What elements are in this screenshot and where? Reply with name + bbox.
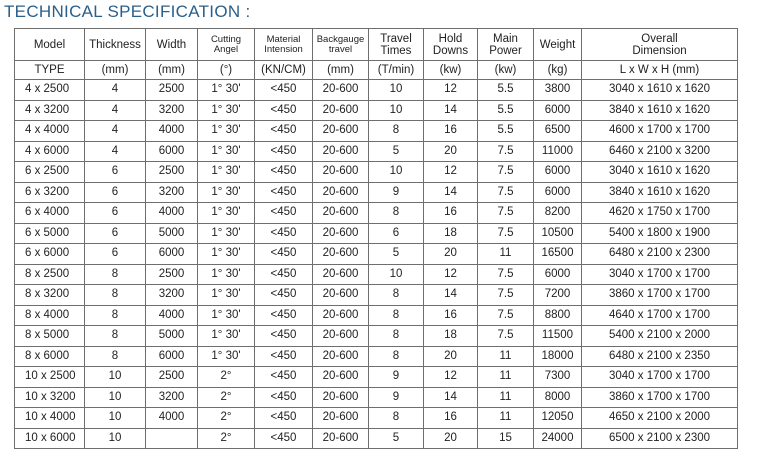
cell-width: 5000 [146, 223, 198, 244]
cell-travel-times: 5 [369, 141, 424, 162]
cell-main-power: 7.5 [478, 203, 534, 224]
cell-main-power: 5.5 [478, 80, 534, 101]
table-row [15, 285, 738, 306]
cell-model: 4 x 3200 [15, 100, 85, 121]
cell-width: 3200 [146, 182, 198, 203]
cell-weight: 11500 [534, 326, 582, 347]
cell-hold-downs: 16 [424, 305, 478, 326]
cell-hold-downs: 16 [424, 121, 478, 142]
cell-weight: 24000 [534, 428, 582, 449]
unit-cell: (mm) [313, 61, 369, 80]
unit-cell: (kw) [478, 61, 534, 80]
unit-cell: (T/min) [369, 61, 424, 80]
cell-travel-times: 5 [369, 244, 424, 265]
cell-material-intension: <450 [255, 244, 313, 265]
cell-model: 8 x 5000 [15, 326, 85, 347]
cell-thickness: 4 [85, 121, 146, 142]
cell-width [146, 428, 198, 449]
cell-overall-dimension: 3040 x 1610 x 1620 [582, 80, 738, 101]
cell-cutting-angel: 1° 30' [198, 121, 255, 142]
unit-cell: (mm) [85, 61, 146, 80]
cell-overall-dimension: 6500 x 2100 x 2300 [582, 428, 738, 449]
cell-thickness: 6 [85, 203, 146, 224]
header-width: Width [146, 29, 198, 61]
table-row [15, 408, 738, 429]
cell-weight: 6500 [534, 121, 582, 142]
cell-material-intension: <450 [255, 387, 313, 408]
cell-thickness: 8 [85, 346, 146, 367]
table-row [15, 223, 738, 244]
cell-main-power: 5.5 [478, 100, 534, 121]
cell-thickness: 8 [85, 264, 146, 285]
cell-width: 6000 [146, 244, 198, 265]
cell-weight: 8200 [534, 203, 582, 224]
cell-travel-times: 8 [369, 285, 424, 306]
cell-cutting-angel: 1° 30' [198, 141, 255, 162]
cell-backgauge-travel: 20-600 [313, 428, 369, 449]
cell-backgauge-travel: 20-600 [313, 346, 369, 367]
cell-main-power: 11 [478, 244, 534, 265]
cell-overall-dimension: 3860 x 1700 x 1700 [582, 387, 738, 408]
cell-overall-dimension: 3040 x 1700 x 1700 [582, 367, 738, 388]
cell-overall-dimension: 3040 x 1610 x 1620 [582, 162, 738, 183]
table-row [15, 100, 738, 121]
unit-cell: (°) [198, 61, 255, 80]
cell-hold-downs: 20 [424, 141, 478, 162]
cell-main-power: 7.5 [478, 162, 534, 183]
cell-material-intension: <450 [255, 203, 313, 224]
cell-overall-dimension: 3860 x 1700 x 1700 [582, 285, 738, 306]
cell-main-power: 11 [478, 367, 534, 388]
cell-hold-downs: 12 [424, 264, 478, 285]
cell-cutting-angel: 1° 30' [198, 162, 255, 183]
cell-hold-downs: 12 [424, 80, 478, 101]
cell-model: 4 x 2500 [15, 80, 85, 101]
cell-hold-downs: 12 [424, 367, 478, 388]
header-travel-times: Travel Times [369, 29, 424, 61]
cell-thickness: 6 [85, 182, 146, 203]
cell-backgauge-travel: 20-600 [313, 162, 369, 183]
cell-thickness: 10 [85, 367, 146, 388]
cell-material-intension: <450 [255, 223, 313, 244]
cell-width: 6000 [146, 141, 198, 162]
cell-travel-times: 8 [369, 305, 424, 326]
cell-travel-times: 8 [369, 326, 424, 347]
unit-cell: (kw) [424, 61, 478, 80]
cell-overall-dimension: 6480 x 2100 x 2300 [582, 244, 738, 265]
cell-thickness: 10 [85, 408, 146, 429]
cell-overall-dimension: 4620 x 1750 x 1700 [582, 203, 738, 224]
cell-main-power: 7.5 [478, 285, 534, 306]
cell-model: 4 x 4000 [15, 121, 85, 142]
cell-travel-times: 9 [369, 182, 424, 203]
cell-travel-times: 8 [369, 408, 424, 429]
cell-thickness: 6 [85, 162, 146, 183]
cell-model: 8 x 4000 [15, 305, 85, 326]
cell-cutting-angel: 2° [198, 408, 255, 429]
cell-overall-dimension: 4640 x 1700 x 1700 [582, 305, 738, 326]
cell-hold-downs: 14 [424, 182, 478, 203]
spec-table [14, 28, 738, 449]
cell-material-intension: <450 [255, 141, 313, 162]
cell-width: 2500 [146, 264, 198, 285]
cell-width: 5000 [146, 326, 198, 347]
cell-travel-times: 10 [369, 80, 424, 101]
cell-cutting-angel: 2° [198, 387, 255, 408]
table-row [15, 346, 738, 367]
cell-backgauge-travel: 20-600 [313, 367, 369, 388]
cell-model: 4 x 6000 [15, 141, 85, 162]
cell-thickness: 6 [85, 223, 146, 244]
cell-thickness: 8 [85, 285, 146, 306]
cell-cutting-angel: 1° 30' [198, 264, 255, 285]
unit-cell: L x W x H (mm) [582, 61, 738, 80]
cell-thickness: 10 [85, 387, 146, 408]
cell-main-power: 15 [478, 428, 534, 449]
cell-overall-dimension: 3840 x 1610 x 1620 [582, 182, 738, 203]
cell-weight: 10500 [534, 223, 582, 244]
cell-material-intension: <450 [255, 182, 313, 203]
cell-hold-downs: 14 [424, 387, 478, 408]
cell-travel-times: 8 [369, 346, 424, 367]
cell-backgauge-travel: 20-600 [313, 100, 369, 121]
cell-backgauge-travel: 20-600 [313, 182, 369, 203]
cell-thickness: 10 [85, 428, 146, 449]
cell-backgauge-travel: 20-600 [313, 264, 369, 285]
cell-hold-downs: 14 [424, 100, 478, 121]
cell-overall-dimension: 4600 x 1700 x 1700 [582, 121, 738, 142]
cell-width: 3200 [146, 100, 198, 121]
header-row [15, 29, 738, 61]
cell-hold-downs: 14 [424, 285, 478, 306]
cell-weight: 16500 [534, 244, 582, 265]
page-title: TECHNICAL SPECIFICATION : [4, 2, 251, 21]
cell-width: 4000 [146, 305, 198, 326]
cell-overall-dimension: 6460 x 2100 x 3200 [582, 141, 738, 162]
cell-material-intension: <450 [255, 367, 313, 388]
table-row [15, 121, 738, 142]
cell-material-intension: <450 [255, 121, 313, 142]
table-row [15, 326, 738, 347]
cell-width: 2500 [146, 80, 198, 101]
cell-width: 2500 [146, 162, 198, 183]
cell-weight: 11000 [534, 141, 582, 162]
spec-table-body [15, 29, 738, 449]
cell-main-power: 11 [478, 387, 534, 408]
cell-backgauge-travel: 20-600 [313, 244, 369, 265]
cell-cutting-angel: 1° 30' [198, 80, 255, 101]
cell-overall-dimension: 6480 x 2100 x 2350 [582, 346, 738, 367]
table-row [15, 203, 738, 224]
cell-backgauge-travel: 20-600 [313, 285, 369, 306]
cell-travel-times: 10 [369, 100, 424, 121]
cell-main-power: 7.5 [478, 223, 534, 244]
cell-material-intension: <450 [255, 162, 313, 183]
cell-cutting-angel: 2° [198, 367, 255, 388]
cell-width: 4000 [146, 408, 198, 429]
unit-cell: (kg) [534, 61, 582, 80]
table-row [15, 264, 738, 285]
cell-backgauge-travel: 20-600 [313, 387, 369, 408]
cell-weight: 7300 [534, 367, 582, 388]
unit-cell: (mm) [146, 61, 198, 80]
cell-thickness: 6 [85, 244, 146, 265]
cell-travel-times: 9 [369, 367, 424, 388]
cell-cutting-angel: 1° 30' [198, 285, 255, 306]
cell-width: 4000 [146, 121, 198, 142]
header-cutting-angel: Cutting Angel [198, 29, 255, 61]
cell-overall-dimension: 5400 x 1800 x 1900 [582, 223, 738, 244]
cell-material-intension: <450 [255, 346, 313, 367]
cell-thickness: 4 [85, 80, 146, 101]
table-row [15, 428, 738, 449]
cell-overall-dimension: 3840 x 1610 x 1620 [582, 100, 738, 121]
table-row [15, 162, 738, 183]
unit-cell: (KN/CM) [255, 61, 313, 80]
header-model: Model [15, 29, 85, 61]
cell-hold-downs: 12 [424, 162, 478, 183]
cell-width: 3200 [146, 387, 198, 408]
table-row [15, 141, 738, 162]
cell-model: 8 x 6000 [15, 346, 85, 367]
cell-travel-times: 5 [369, 428, 424, 449]
cell-hold-downs: 18 [424, 223, 478, 244]
cell-main-power: 7.5 [478, 264, 534, 285]
cell-model: 6 x 5000 [15, 223, 85, 244]
cell-model: 10 x 4000 [15, 408, 85, 429]
cell-backgauge-travel: 20-600 [313, 305, 369, 326]
cell-cutting-angel: 1° 30' [198, 326, 255, 347]
cell-weight: 6000 [534, 162, 582, 183]
header-thickness: Thickness [85, 29, 146, 61]
header-material-intension: Material Intension [255, 29, 313, 61]
cell-cutting-angel: 1° 30' [198, 203, 255, 224]
cell-main-power: 7.5 [478, 305, 534, 326]
cell-model: 6 x 2500 [15, 162, 85, 183]
cell-overall-dimension: 3040 x 1700 x 1700 [582, 264, 738, 285]
header-main-power: Main Power [478, 29, 534, 61]
table-row [15, 182, 738, 203]
cell-width: 6000 [146, 346, 198, 367]
table-row [15, 244, 738, 265]
cell-overall-dimension: 4650 x 2100 x 2000 [582, 408, 738, 429]
cell-model: 6 x 4000 [15, 203, 85, 224]
cell-travel-times: 10 [369, 264, 424, 285]
cell-backgauge-travel: 20-600 [313, 223, 369, 244]
cell-material-intension: <450 [255, 285, 313, 306]
cell-overall-dimension: 5400 x 2100 x 2000 [582, 326, 738, 347]
units-row [15, 61, 738, 80]
table-row [15, 305, 738, 326]
header-overall-dimension: Overall Dimension [582, 29, 738, 61]
cell-weight: 18000 [534, 346, 582, 367]
cell-weight: 8800 [534, 305, 582, 326]
cell-width: 2500 [146, 367, 198, 388]
cell-hold-downs: 20 [424, 428, 478, 449]
cell-material-intension: <450 [255, 408, 313, 429]
cell-model: 10 x 2500 [15, 367, 85, 388]
cell-material-intension: <450 [255, 305, 313, 326]
cell-backgauge-travel: 20-600 [313, 141, 369, 162]
header-hold-downs: Hold Downs [424, 29, 478, 61]
cell-weight: 8000 [534, 387, 582, 408]
table-row [15, 80, 738, 101]
table-row [15, 367, 738, 388]
cell-travel-times: 9 [369, 387, 424, 408]
cell-weight: 7200 [534, 285, 582, 306]
cell-material-intension: <450 [255, 80, 313, 101]
cell-travel-times: 8 [369, 121, 424, 142]
cell-thickness: 8 [85, 326, 146, 347]
cell-cutting-angel: 1° 30' [198, 244, 255, 265]
cell-main-power: 7.5 [478, 326, 534, 347]
cell-model: 10 x 6000 [15, 428, 85, 449]
cell-model: 8 x 2500 [15, 264, 85, 285]
cell-cutting-angel: 1° 30' [198, 223, 255, 244]
cell-weight: 12050 [534, 408, 582, 429]
cell-travel-times: 10 [369, 162, 424, 183]
cell-backgauge-travel: 20-600 [313, 408, 369, 429]
cell-cutting-angel: 1° 30' [198, 100, 255, 121]
cell-model: 6 x 6000 [15, 244, 85, 265]
cell-cutting-angel: 1° 30' [198, 182, 255, 203]
cell-weight: 3800 [534, 80, 582, 101]
cell-thickness: 4 [85, 100, 146, 121]
header-backgauge-travel: Backgauge travel [313, 29, 369, 61]
cell-cutting-angel: 1° 30' [198, 346, 255, 367]
cell-backgauge-travel: 20-600 [313, 121, 369, 142]
cell-cutting-angel: 2° [198, 428, 255, 449]
cell-backgauge-travel: 20-600 [313, 80, 369, 101]
cell-backgauge-travel: 20-600 [313, 203, 369, 224]
cell-model: 6 x 3200 [15, 182, 85, 203]
cell-thickness: 8 [85, 305, 146, 326]
cell-travel-times: 8 [369, 203, 424, 224]
cell-weight: 6000 [534, 264, 582, 285]
cell-model: 10 x 3200 [15, 387, 85, 408]
cell-hold-downs: 20 [424, 346, 478, 367]
cell-cutting-angel: 1° 30' [198, 305, 255, 326]
table-row [15, 387, 738, 408]
unit-cell: TYPE [15, 61, 85, 80]
cell-material-intension: <450 [255, 264, 313, 285]
cell-travel-times: 6 [369, 223, 424, 244]
cell-main-power: 5.5 [478, 121, 534, 142]
cell-weight: 6000 [534, 100, 582, 121]
cell-material-intension: <450 [255, 428, 313, 449]
cell-main-power: 11 [478, 408, 534, 429]
header-weight: Weight [534, 29, 582, 61]
cell-thickness: 4 [85, 141, 146, 162]
cell-width: 3200 [146, 285, 198, 306]
cell-material-intension: <450 [255, 326, 313, 347]
cell-main-power: 11 [478, 346, 534, 367]
cell-main-power: 7.5 [478, 141, 534, 162]
cell-width: 4000 [146, 203, 198, 224]
cell-main-power: 7.5 [478, 182, 534, 203]
cell-model: 8 x 3200 [15, 285, 85, 306]
cell-hold-downs: 20 [424, 244, 478, 265]
cell-weight: 6000 [534, 182, 582, 203]
cell-hold-downs: 16 [424, 203, 478, 224]
cell-hold-downs: 16 [424, 408, 478, 429]
cell-material-intension: <450 [255, 100, 313, 121]
cell-hold-downs: 18 [424, 326, 478, 347]
cell-backgauge-travel: 20-600 [313, 326, 369, 347]
